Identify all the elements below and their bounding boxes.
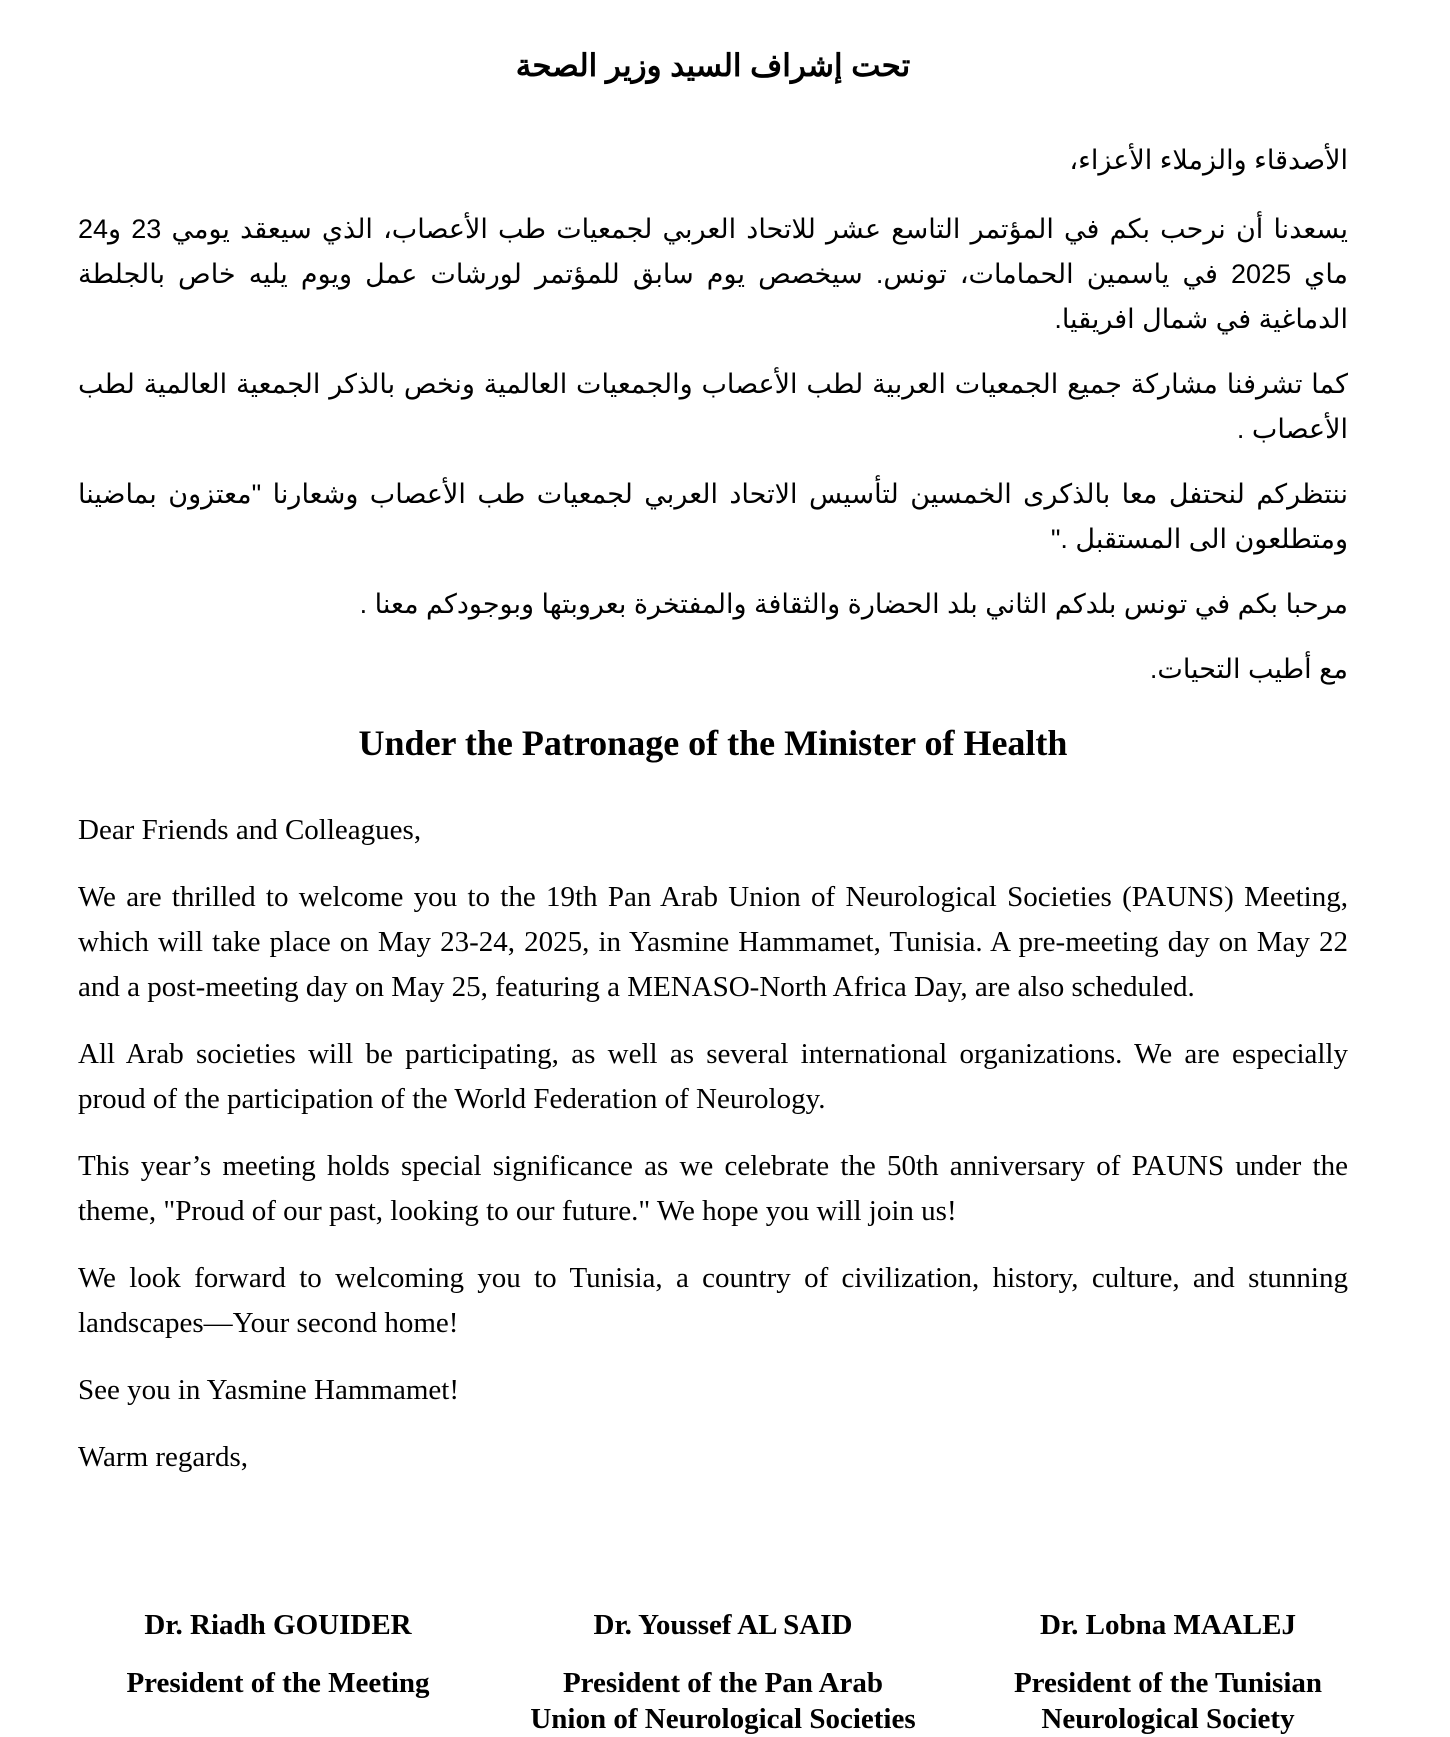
signatory-name: Dr. Youssef AL SAID <box>593 1609 853 1641</box>
signatures <box>78 1605 1368 1737</box>
signatory-role: President of the Pan Arab <box>562 1667 884 1699</box>
arabic-closing: مع أطيب التحيات. <box>1149 654 1348 684</box>
arabic-greeting: الأصدقاء والزملاء الأعزاء، <box>1069 145 1348 175</box>
arabic-title: تحت إشراف السيد وزير الصحة <box>515 48 911 83</box>
arabic-paragraph-1: يسعدنا أن نرحب بكم في المؤتمر التاسع عشر للاتحاد العربي لجمعيات طب الأعصاب، الذي سيعقد يومي 23 و24 ماي 2025 في ياسمين الحمامات، تونس. سيخصص يوم سابق للمؤتمر لورشات عمل ويوم يليه خاص بالجلطة الدماغية في شمال افريقيا. <box>78 214 1349 334</box>
signatory-1 <box>78 1605 478 1737</box>
english-paragraph-3: This year’s meeting holds special significance as we celebrate the 50th anniversary of PAUNS under the theme, "Proud of our past, looking to our future." We hope you will join us! <box>78 1150 1348 1227</box>
arabic-paragraph-4: مرحبا بكم في تونس بلدكم الثاني بلد الحضارة والثقافة والمفتخرة بعروبتها وبوجودكم معنا . <box>359 589 1348 619</box>
english-paragraph-4: We look forward to welcoming you to Tunisia, a country of civilization, history, culture, and stunning landscapes—Your second home! <box>78 1262 1348 1339</box>
signatory-3 <box>968 1605 1368 1737</box>
english-greeting: Dear Friends and Colleagues, <box>78 814 422 846</box>
signatory-role: President of the Tunisian <box>1013 1667 1323 1699</box>
english-body <box>78 808 1348 1502</box>
signatory-name: Dr. Lobna MAALEJ <box>1040 1609 1296 1641</box>
signatory-name: Dr. Riadh GOUIDER <box>144 1609 412 1641</box>
english-title: Under the Patronage of the Minister of Health <box>358 723 1068 763</box>
english-paragraph-1: We are thrilled to welcome you to the 19th Pan Arab Union of Neurological Societies (PAUNS) Meeting, which will take place on May 23-24, 2025, in Yasmine Hammamet, Tunisia. A pre-meeting day on May 22 and a post-meeting day on May 25, featuring a MENASO-North Africa Day, are also scheduled. <box>78 881 1348 1003</box>
english-paragraph-5: See you in Yasmine Hammamet! <box>78 1374 459 1406</box>
arabic-paragraph-2: كما تشرفنا مشاركة جميع الجمعيات العربية لطب الأعصاب والجمعيات العالمية ونخص بالذكر الجمعية العالمية لطب الأعصاب . <box>78 369 1348 444</box>
signatory-role: President of the Meeting <box>126 1667 430 1699</box>
signatory-role-line2: Neurological Society <box>1041 1703 1295 1735</box>
english-closing: Warm regards, <box>78 1441 248 1473</box>
signatory-role-line2: Union of Neurological Societies <box>530 1703 916 1735</box>
arabic-body <box>78 138 1348 712</box>
signatory-2 <box>523 1605 923 1737</box>
arabic-paragraph-3: ننتظركم لنحتفل معا بالذكرى الخمسين لتأسيس الاتحاد العربي لجمعيات طب الأعصاب وشعارنا "معتزون بماضينا ومتطلعون الى المستقبل ." <box>78 479 1348 554</box>
english-paragraph-2: All Arab societies will be participating, as well as several international organizations. We are especially proud of the participation of the World Federation of Neurology. <box>78 1038 1348 1115</box>
